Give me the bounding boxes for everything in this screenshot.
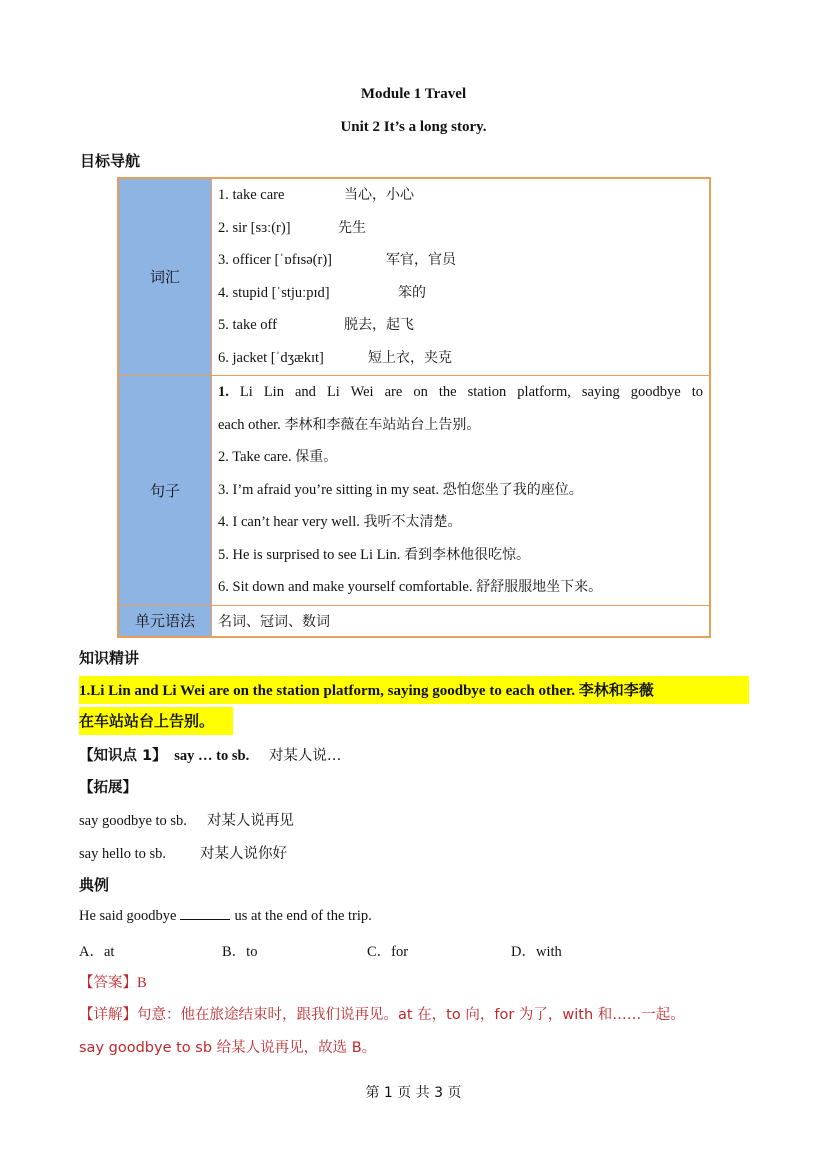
sentence-item: 5. He is surprised to see Li Lin. 看到李林他很吃惊。: [218, 546, 531, 563]
extension-label: 【拓展】: [79, 780, 137, 796]
section-knowledge-heading: 知识精讲: [79, 649, 140, 667]
vocab-item: 3. officer [ˈɒfɪsə(r)] 军官，官员: [218, 252, 456, 269]
sentences-cell: [212, 375, 711, 605]
highlight-sentence-line2: 在车站站台上告别。: [79, 707, 233, 735]
vocab-item: 2. sir [sɜː(r)] 先生: [218, 219, 366, 236]
highlight-sentence-line1: 1.Li Lin and Li Wei are on the station platform, saying goodbye to each other. 李林和李薇: [79, 676, 749, 704]
grammar-label: 单元语法: [118, 605, 212, 637]
vocab-row: [118, 178, 710, 375]
option-d: D．with: [511, 944, 562, 960]
sentence-item: each other. 李林和李薇在车站站台上告别。: [218, 416, 481, 433]
sentence-item: 4. I can’t hear very well. 我听不太清楚。: [218, 514, 462, 531]
sentence-item: 3. I’m afraid you’re sitting in my seat. 恐怕您坐了我的座位。: [218, 481, 583, 498]
page-title: Module 1 Travel: [360, 86, 467, 102]
sentence-item: 6. Sit down and make yourself comfortable. 舒舒服服地坐下来。: [218, 579, 603, 596]
sentences-label: 句子: [118, 375, 212, 605]
extension-item: say hello to sb. 对某人说你好: [79, 846, 287, 862]
option-b: B．to: [222, 944, 258, 960]
vocab-item: 6. jacket [ˈdʒækɪt] 短上衣，夹克: [218, 349, 452, 366]
explanation-line2: say goodbye to sb 给某人说再见，故选 B。: [79, 1040, 377, 1056]
goals-table: [117, 177, 711, 638]
extension-item: say goodbye to sb. 对某人说再见: [79, 813, 294, 829]
sentences-row: [118, 375, 710, 605]
sentence-item: 2. Take care. 保重。: [218, 449, 338, 466]
answer-line: 【答案】B: [79, 975, 147, 991]
vocab-cell: [212, 178, 711, 375]
page-subtitle: Unit 2 It’s a long story.: [340, 119, 487, 135]
vocab-item: 4. stupid [ˈstjuːpɪd] 笨的: [218, 284, 426, 301]
answer-blank: [180, 907, 230, 920]
vocab-item: 5. take off 脱去，起飞: [218, 317, 414, 334]
option-c: C．for: [367, 944, 409, 960]
option-a: A．at: [79, 944, 115, 960]
section-goals-heading: 目标导航: [80, 152, 141, 170]
grammar-row: [118, 605, 710, 637]
page-footer: 第 1 页 共 3 页: [365, 1085, 462, 1101]
example-heading: 典例: [79, 876, 110, 894]
knowledge-point-1: 【知识点 1】 say … to sb. 对某人说…: [79, 748, 342, 764]
explanation-line1: 【详解】句意：他在旅途结束时，跟我们说再见。at 在，to 向，for 为了，with 和……一起。: [79, 1007, 685, 1023]
vocab-label: 词汇: [118, 178, 212, 375]
example-question: He said goodbye us at the end of the trip.: [79, 908, 372, 924]
vocab-item: 1. take care 当心，小心: [218, 187, 414, 204]
grammar-value: 名词、冠词、数词: [212, 605, 711, 637]
sentence-item: 1. Li Lin and Li Wei are on the station platform, saying goodbye to: [218, 384, 703, 401]
